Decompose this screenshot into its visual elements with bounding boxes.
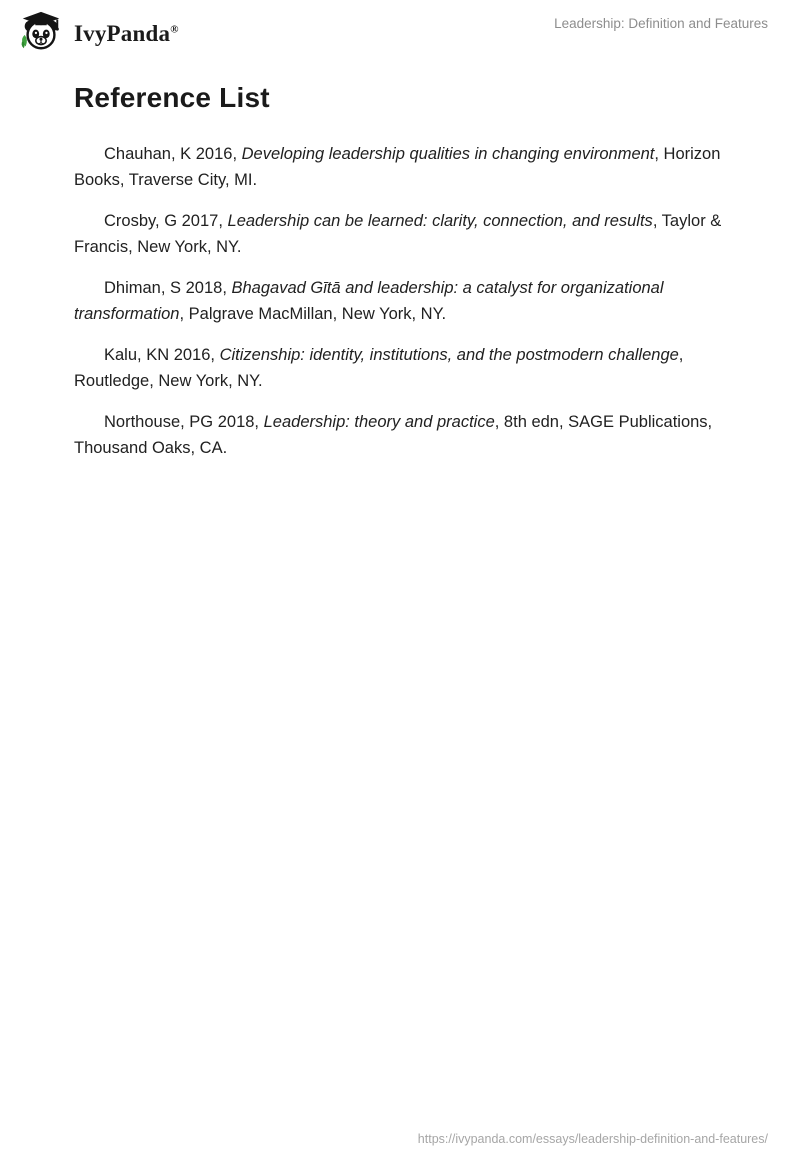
reference-publisher: , Horizon Books, Traverse City, MI. <box>74 145 721 189</box>
reference-title: Leadership: theory and practice <box>263 413 495 431</box>
reference-title: Bhagavad Gītā and leadership: a catalyst for organizational transformation <box>74 279 664 323</box>
reference-publisher: , Taylor & Francis, New York, NY. <box>74 212 722 256</box>
source-url: https://ivypanda.com/essays/leadership-definition-and-features/ <box>417 1132 768 1146</box>
reference-entry <box>74 343 726 394</box>
document-title: Leadership: Definition and Features <box>554 16 768 31</box>
reference-authors: Crosby, G 2017, <box>104 212 228 230</box>
panda-graduation-cap-icon <box>18 8 64 59</box>
reference-publisher: , Palgrave MacMillan, New York, NY. <box>179 304 447 323</box>
reference-authors: Northouse, PG 2018, <box>104 413 264 431</box>
reference-entry <box>74 209 726 260</box>
brand-name: IvyPanda® <box>74 20 179 46</box>
reference-authors: Chauhan, K 2016, <box>104 145 242 163</box>
reference-title: Developing leadership qualities in changing environment <box>241 145 655 163</box>
reference-authors: Dhiman, S 2018, <box>104 279 232 297</box>
reference-entry <box>74 276 726 327</box>
reference-title: Citizenship: identity, institutions, and the postmodern challenge <box>219 346 679 364</box>
ivypanda-logo[interactable] <box>18 8 179 59</box>
page-header <box>0 0 800 60</box>
reference-entry <box>74 142 726 193</box>
reference-entry <box>74 410 726 461</box>
reference-publisher: , Routledge, New York, NY. <box>74 346 684 390</box>
reference-publisher: , 8th edn, SAGE Publications, Thousand Oaks, CA. <box>74 413 713 457</box>
document-body <box>0 82 800 461</box>
registered-mark: ® <box>170 22 179 35</box>
section-heading: Reference List <box>74 82 270 113</box>
reference-title: Leadership can be learned: clarity, connection, and results <box>227 212 653 230</box>
reference-authors: Kalu, KN 2016, <box>104 346 220 364</box>
